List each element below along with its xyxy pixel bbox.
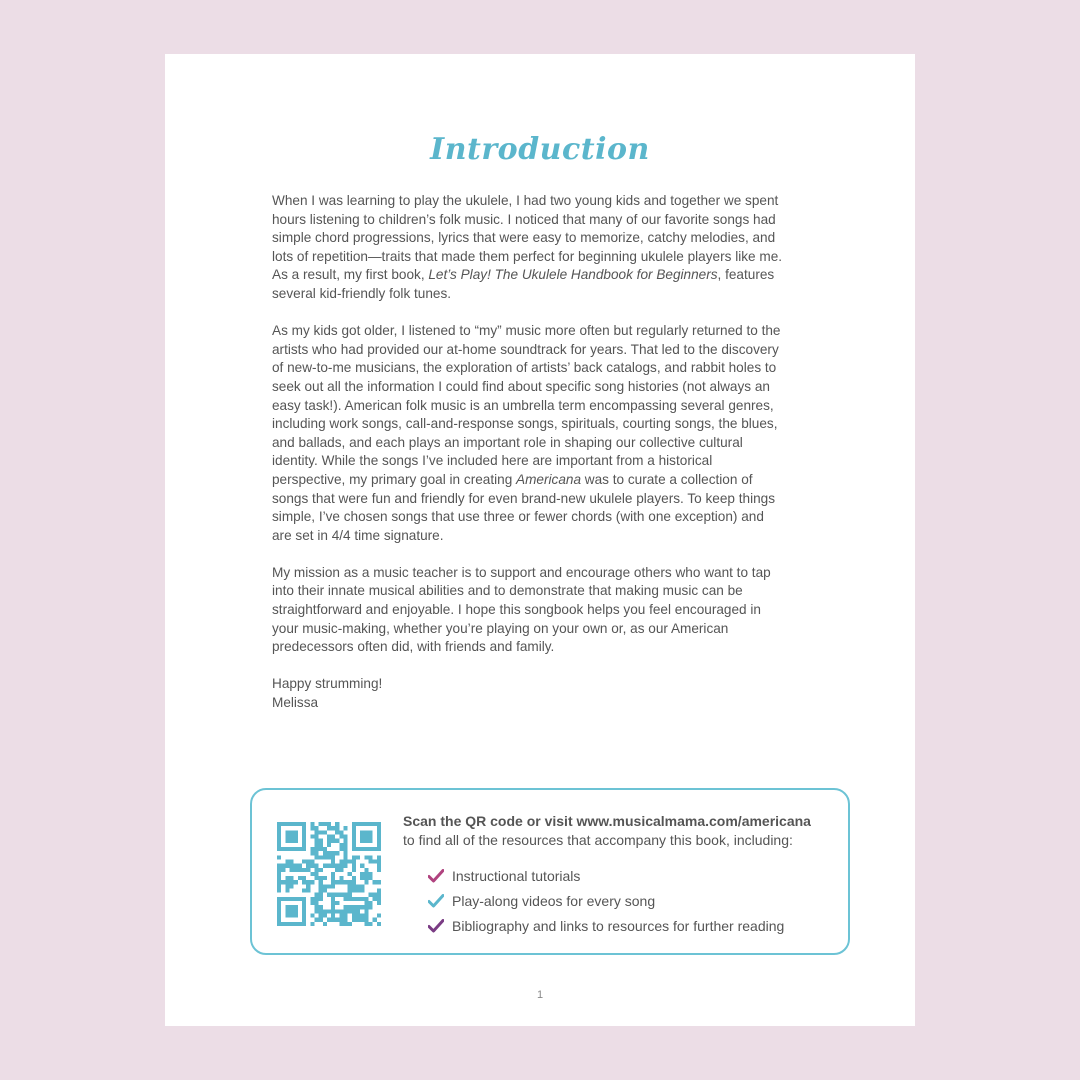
resources-heading: Scan the QR code or visit www.musicalmama.com/americana: [403, 813, 811, 829]
resource-item-label: Play-along videos for every song: [452, 892, 656, 909]
checkmark-icon: [428, 894, 444, 908]
book-title-italic: Let’s Play! The Ukulele Handbook for Beginners: [428, 267, 718, 283]
checkmark-icon: [428, 919, 444, 933]
americana-italic: Americana: [516, 471, 582, 487]
list-item: [428, 888, 784, 913]
resource-item-label: Bibliography and links to resources for further reading: [452, 917, 785, 934]
checkmark-icon: [428, 869, 444, 883]
resources-subheading: to find all of the resources that accompany this book, including:: [403, 832, 793, 848]
intro-body: [272, 192, 787, 713]
list-item: [428, 863, 784, 888]
signature: Melissa: [272, 695, 319, 711]
resources-list: [428, 863, 784, 938]
intro-paragraph-3: My mission as a music teacher is to support and encourage others who want to tap into their innate musical abilities and to demonstrate that making music can be straightforward and enjoyable. I hope this songbook helps you feel encouraged in your music-making, whether you’re playing on your own or, as our American predecessors often did, with friends and family.: [272, 564, 771, 655]
qr-code-icon[interactable]: [277, 822, 381, 926]
resource-item-label: Instructional tutorials: [452, 867, 581, 884]
closing-line: Happy strumming!: [272, 676, 383, 692]
list-item: [428, 913, 784, 938]
intro-paragraph-2: As my kids got older, I listened to “my” music more often but regularly returned to the artists who had provided our at-home soundtrack for years. That led to the discovery of new-to-me musicians, the exploration of artists’ back catalogs, and rabbit holes to seek out all the information I could find about specific song histories (not always an easy task!). American folk music is an umbrella term encompassing several genres, including work songs, call-and-response songs, spirituals, courting songs, the blues, and ballads, and each plays an important role in shaping our collective cultural identity. While the songs I’ve included here are important from a historical perspective, my primary goal in creating Americana was to curate a collection of songs that were fun and friendly for even brand-new ukulele players. To keep things simple, I’ve chosen songs that use three or fewer chords (with one exception) and are set in 4/4 time signature.: [272, 323, 781, 543]
intro-paragraph-1: When I was learning to play the ukulele, I had two young kids and together we spent hours listening to children’s folk music. I noticed that many of our favorite songs had simple chord progressions, lyrics that were easy to memorize, catchy melodies, and lots of repetition—traits that made them perfect for beginning ukulele players like me. As a result, my first book, Let’s Play! The Ukulele Handbook for Beginners, features several kid-friendly folk tunes.: [272, 193, 783, 301]
page-number: 1: [536, 989, 544, 1001]
resources-callout: [250, 788, 850, 955]
page-title: Introduction: [430, 132, 650, 167]
